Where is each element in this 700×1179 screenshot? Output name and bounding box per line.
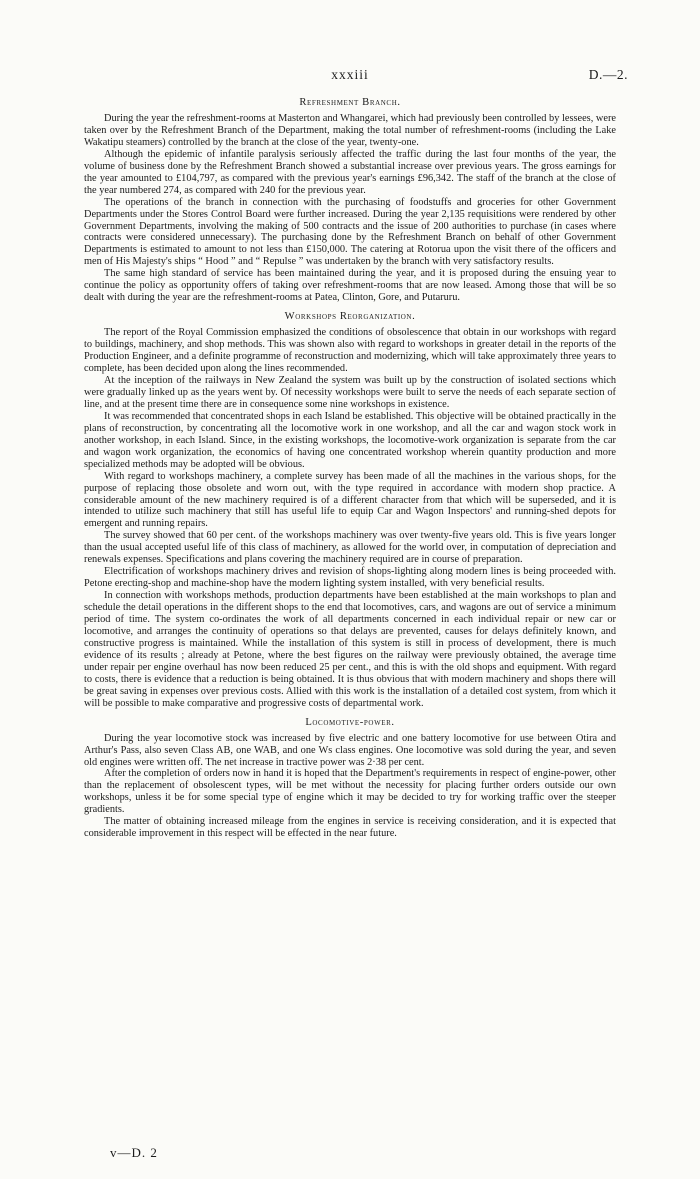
paragraph: The operations of the branch in connection with the purchasing of foodstuffs and groceries for other Government Departments under the Stores Control Board were further increased. During the year 2,135 requisitions were rendered by other Government Departments, involving the making of 500 contracts and the issue of 200 authorities to purchase (in cases where contracts were considered unnecessary). The purchasing done by the Refreshment Branch on behalf of other Government Departments is estimated to amount to not less than £150,000. The catering at Rotorua upon the visit there of the officers and men of His Majesty's ships “ Hood ” and “ Repulse ” was undertaken by the branch with very satisfactory results. xyxy=(84,196,616,268)
section-locomotive-power xyxy=(84,717,616,841)
section-heading: Workshops Reorganization. xyxy=(284,311,416,323)
paragraph: In connection with workshops methods, production departments have been established at the main workshops to plan and schedule the detail operations in the different shops to the end that locomotives, cars, and wagons are out of service a minimum period of time. The system co-ordinates the work of all departments concerned in each individual repair or new car or locomotive, and arranges the continuity of operations so that delays are prevented, causes for delays definitely known, and constructive progress is maintained. While the installation of this system is still in process of development, there is much evidence of its results ; already at Petone, where the best figures on the railway were previously obtained, the average time under repair per engine overhaul has now been reduced 25 per cent., and this is with the old shops and equipment. With regard to costs, there is evidence that a reduction is being obtained. It is thus obvious that with modern machinery and shops there will be great saving in expenses over previous costs. Allied with this work is the installation of a detailed cost system, from which it will be possible to make comparative and progressive costs of departmental work. xyxy=(84,590,616,709)
paragraph: With regard to workshops machinery, a complete survey has been made of all the machines in the various shops, for the purpose of replacing those obsolete and worn out, with the type required in accordance with modern shop practice. A considerable amount of the new machinery required is of a different character from that which will be superseded, and it is intended to utilize such machinery that still has useful life to equip Car and Wagon Inspectors' and running-shed depots for emergent and running repairs. xyxy=(84,470,616,530)
section-refreshment-branch xyxy=(84,97,616,304)
section-workshops-reorganization xyxy=(84,311,616,709)
body-text xyxy=(84,97,616,840)
paragraph: Electrification of workshops machinery drives and revision of shops-lighting along modern lines is being proceeded with. Petone erecting-shop and machine-shop have the modern lighting system installed, with very beneficial results. xyxy=(84,566,616,590)
paragraph: It was recommended that concentrated shops in each Island be established. This objective will be obtained practically in the plans of reconstruction, by concentrating all the locomotive work in one workshop, and all the car and wagon stock work in another workshop, in each Island. Since, in the existing workshops, the locomotive-work organization is separate from the car and wagon work organization, the economics of having one concentrated workshop wherein quantity production and more specialized methods may be adopted will be obvious. xyxy=(84,410,616,470)
paragraph: The survey showed that 60 per cent. of the workshops machinery was over twenty-five years old. This is five years longer than the usual accepted useful life of this class of machinery, as allowed for the world over, in computation of depreciation and renewals expenses. Specifications and plans covering the machinery required are in course of preparation. xyxy=(84,530,616,566)
paragraph: During the year locomotive stock was increased by five electric and one battery locomotive for use between Otira and Arthur's Pass, also seven Class AB, one WAB, and one Ws class engines. One locomotive was sold during the year, and seven old engines were written off. The net increase in tractive power was 2·38 per cent. xyxy=(84,732,616,768)
paragraph: The report of the Royal Commission emphasized the conditions of obsolescence that obtain in our workshops with regard to buildings, machinery, and shop methods. This was shown also with regard to workshops in greater detail in the reports of the Production Engineer, and a definite programme of reconstruction and modernizing, which will take approximately three years to complete, has been decided upon along the lines recommended. xyxy=(84,327,616,375)
paragraph: The matter of obtaining increased mileage from the engines in service is receiving consideration, and it is expected that considerable improvement in this respect will be effected in the near future. xyxy=(84,816,616,840)
section-heading: Refreshment Branch. xyxy=(299,97,401,108)
paragraph: Although the epidemic of infantile paralysis seriously affected the traffic during the last four months of the year, the volume of business done by the Refreshment Branch showed a substantial increase over previous years. The gross earnings for the year amounted to £104,797, as compared with the previous year's earnings £96,342. The staff of the branch at the close of the year numbered 274, as compared with 240 for the previous year. xyxy=(84,148,616,196)
paragraph: The same high standard of service has been maintained during the year, and it is proposed during the ensuing year to continue the policy as opportunity offers of taking over refreshment-rooms that are now leased. Among those that will be so dealt with during the year are the refreshment-rooms at Patea, Clinton, Gore, and Putaruru. xyxy=(84,268,616,304)
paragraph: During the year the refreshment-rooms at Masterton and Whangarei, which had previously been controlled by lessees, were taken over by the Refreshment Branch of the Department, making the total number of refreshment-rooms (including the Lake Wakatipu steamers) controlled by the branch at the close of the year, twenty-one. xyxy=(84,112,616,148)
document-reference: D.—2. xyxy=(588,67,628,82)
page-number: xxxiii xyxy=(331,67,369,82)
paragraph: After the completion of orders now in hand it is hoped that the Department's requirements in respect of engine-power, other than the replacement of obsolescent types, will be met without the necessity for placing further orders outside our own workshops, unless it be for some special type of engine which it may be decided to try for working traffic over the steeper gradients. xyxy=(84,768,616,816)
paragraph: At the inception of the railways in New Zealand the system was built up by the construction of isolated sections which were gradually linked up as the years went by. Of necessity workshops were built to serve the needs of each separate section of line, and at the present time there are in consequence some nine workshops in existence. xyxy=(84,374,616,410)
footer-signature: v—D. 2 xyxy=(110,1145,158,1160)
section-heading: Locomotive-power. xyxy=(305,716,395,728)
